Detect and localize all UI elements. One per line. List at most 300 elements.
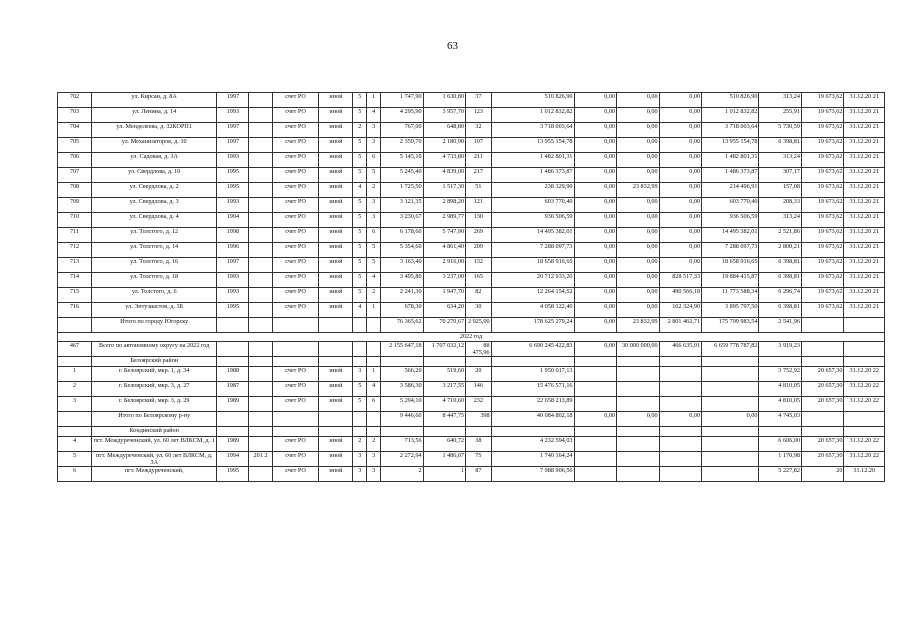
table-cell: 19 673,62	[801, 288, 844, 303]
table-cell: 3	[353, 452, 367, 467]
table-cell: 20 657,30	[801, 397, 844, 412]
address-cell: ул. Толстого, д. 12	[92, 228, 217, 243]
table-cell: 6	[367, 153, 381, 168]
table-cell: 2	[367, 437, 381, 452]
table-cell	[272, 318, 319, 333]
table-cell	[249, 138, 272, 153]
table-cell	[367, 318, 381, 333]
okrug-total-value: 0,00	[574, 342, 617, 357]
table-cell: 1	[367, 367, 381, 382]
table-cell	[801, 427, 844, 437]
table-cell	[367, 342, 381, 357]
table-cell: 1 740 164,24	[491, 452, 574, 467]
table-cell: 2	[353, 123, 367, 138]
table-cell	[58, 412, 92, 427]
table-cell: 6 178,60	[381, 228, 424, 243]
table-cell: 828 517,33	[659, 273, 702, 288]
table-body	[58, 93, 885, 482]
table-cell: 123	[466, 108, 492, 123]
table-cell	[617, 467, 660, 482]
table-cell	[353, 412, 367, 427]
table-cell: иной	[319, 108, 353, 123]
table-cell: 3 586,30	[381, 382, 424, 397]
district-header-row	[58, 427, 885, 437]
table-cell: 1 012 832,82	[702, 108, 759, 123]
subtotal-value: 40 084 802,18	[491, 412, 574, 427]
table-cell: 0,00	[659, 108, 702, 123]
table-cell	[249, 342, 272, 357]
table-cell	[249, 123, 272, 138]
table-cell: 5	[353, 228, 367, 243]
table-cell	[353, 427, 367, 437]
table-cell: 0,00	[574, 183, 617, 198]
table-cell: 18 658 916,65	[702, 258, 759, 273]
table-cell	[249, 168, 272, 183]
table-cell: 19 673,62	[801, 303, 844, 318]
table-cell: 20 657,30	[801, 367, 844, 382]
table-cell: 3 163,40	[381, 258, 424, 273]
table-cell: 18 658 916,65	[491, 258, 574, 273]
table-cell: 146	[466, 382, 492, 397]
table-cell	[659, 382, 702, 397]
table-cell: 6	[367, 228, 381, 243]
okrug-total-value	[844, 342, 885, 357]
table-row	[58, 168, 885, 183]
table-row	[58, 382, 885, 397]
table-cell: 566,20	[381, 367, 424, 382]
table-cell: 510 826,90	[491, 93, 574, 108]
address-cell: ул. Механизаторов, д. 10	[92, 138, 217, 153]
table-cell	[319, 342, 353, 357]
table-cell	[319, 318, 353, 333]
address-cell: ул. Ленина, д. 14	[92, 108, 217, 123]
table-cell: 3 718 003,64	[491, 123, 574, 138]
table-cell: 3	[353, 367, 367, 382]
subtotal-value: 70 270,67	[423, 318, 466, 333]
subtotal-value: 4 745,03	[759, 412, 802, 427]
table-cell	[574, 467, 617, 482]
address-cell: ул. Толстого, д. 6	[92, 288, 217, 303]
table-cell: 3	[58, 397, 92, 412]
subtotal-value: 178 625 279,24	[491, 318, 574, 333]
table-cell: 1993	[217, 153, 249, 168]
subtotal-row	[58, 412, 885, 427]
table-cell: 716	[58, 303, 92, 318]
subtotal-value: 0,00	[574, 318, 617, 333]
table-cell: 4 861,40	[423, 243, 466, 258]
okrug-total-value: 88 475,96	[466, 342, 492, 357]
table-cell: 0,00	[574, 168, 617, 183]
table-cell: 0,00	[659, 168, 702, 183]
table-cell: счет РО	[272, 153, 319, 168]
table-cell	[659, 397, 702, 412]
table-cell: 5 747,90	[423, 228, 466, 243]
table-cell: 5	[353, 382, 367, 397]
table-cell: 19 673,62	[801, 183, 844, 198]
table-cell: 3	[367, 123, 381, 138]
table-cell: 1997	[217, 93, 249, 108]
table-cell: 23 832,99	[617, 183, 660, 198]
table-cell: 1	[367, 303, 381, 318]
table-cell	[574, 437, 617, 452]
address-cell: ул. Энтузиастов, д. 3Б	[92, 303, 217, 318]
table-cell: 19 673,62	[801, 138, 844, 153]
table-cell: 31.12.20 22	[844, 452, 885, 467]
table-cell: 19 673,62	[801, 228, 844, 243]
table-cell: 1 170,98	[759, 452, 802, 467]
table-cell: 1 747,90	[381, 93, 424, 108]
table-cell: 157,08	[759, 183, 802, 198]
table-cell: 132	[466, 258, 492, 273]
table-row	[58, 397, 885, 412]
address-cell: ул. Толстого, д. 16	[92, 258, 217, 273]
table-cell: 5	[353, 288, 367, 303]
address-cell: г. Белоярский, мкр. 3, д. 27	[92, 382, 217, 397]
table-cell: 1994	[217, 452, 249, 467]
table-cell	[574, 397, 617, 412]
table-cell	[574, 367, 617, 382]
address-cell: ул. Кирсан, д. 8А	[92, 93, 217, 108]
housing-table	[57, 92, 885, 482]
table-cell: 2	[58, 382, 92, 397]
table-cell: 1998	[217, 228, 249, 243]
table-cell	[58, 357, 92, 367]
table-cell	[217, 357, 249, 367]
table-cell: 6 606,00	[759, 437, 802, 452]
table-cell: счет РО	[272, 138, 319, 153]
table-cell	[272, 412, 319, 427]
table-cell: 0,00	[617, 258, 660, 273]
table-cell: 1995	[217, 467, 249, 482]
table-cell	[759, 427, 802, 437]
table-cell: 31.12.20 22	[844, 397, 885, 412]
district-label: Кондинский район	[92, 427, 217, 437]
okrug-total-value: 3 919,23	[759, 342, 802, 357]
table-cell: 2	[367, 288, 381, 303]
table-cell: 6 398,81	[759, 273, 802, 288]
address-cell: ул. Свердлова, д. 2	[92, 183, 217, 198]
address-cell: ул. Толстого, д. 14	[92, 243, 217, 258]
table-cell: 19 673,62	[801, 153, 844, 168]
subtotal-value	[844, 412, 885, 427]
table-cell	[367, 427, 381, 437]
table-cell: 5 294,10	[381, 397, 424, 412]
table-cell: 238 329,90	[491, 183, 574, 198]
table-cell: 31.12.20 21	[844, 258, 885, 273]
table-cell: 4 710,60	[423, 397, 466, 412]
table-cell: 3	[367, 467, 381, 482]
table-cell	[617, 357, 660, 367]
table-cell: 4	[367, 108, 381, 123]
table-cell: 0,00	[617, 168, 660, 183]
table-cell: 31.12.20 21	[844, 303, 885, 318]
table-cell: 1 012 832,82	[491, 108, 574, 123]
table-cell: 5	[353, 258, 367, 273]
table-cell: 3 718 003,64	[702, 123, 759, 138]
table-cell: 82	[466, 288, 492, 303]
table-cell: 31.12.20 21	[844, 228, 885, 243]
table-cell: 1995	[217, 183, 249, 198]
table-cell: 648,80	[423, 123, 466, 138]
table-cell: 31.12.20 21	[844, 93, 885, 108]
table-cell	[272, 342, 319, 357]
subtotal-row	[58, 318, 885, 333]
table-cell: 31.12.20 21	[844, 123, 885, 138]
table-cell: 313,24	[759, 93, 802, 108]
table-row	[58, 303, 885, 318]
table-cell: 3	[367, 213, 381, 228]
table-cell: 0,00	[617, 243, 660, 258]
table-cell: 707	[58, 168, 92, 183]
table-cell: 214 496,91	[702, 183, 759, 198]
table-cell	[249, 273, 272, 288]
table-cell: счет РО	[272, 288, 319, 303]
table-row	[58, 452, 885, 467]
table-cell	[367, 357, 381, 367]
table-cell: 510 826,90	[702, 93, 759, 108]
table-cell: 19 673,62	[801, 93, 844, 108]
table-cell: 3 217,55	[423, 382, 466, 397]
table-cell: иной	[319, 467, 353, 482]
table-cell: 1994	[217, 213, 249, 228]
table-cell	[659, 367, 702, 382]
table-cell: 3 895 797,50	[702, 303, 759, 318]
table-cell: 2 359,70	[381, 138, 424, 153]
table-cell: 5	[353, 138, 367, 153]
address-cell: ул. Свердлова, д. 10	[92, 168, 217, 183]
table-cell: 2 272,94	[381, 452, 424, 467]
table-cell: 0,00	[617, 93, 660, 108]
table-cell: 5	[367, 243, 381, 258]
table-cell	[319, 357, 353, 367]
table-cell	[617, 367, 660, 382]
table-cell: счет РО	[272, 273, 319, 288]
table-cell: 4	[367, 273, 381, 288]
table-cell: 936 506,59	[702, 213, 759, 228]
table-cell: 1995	[217, 303, 249, 318]
table-cell: 634,20	[423, 303, 466, 318]
table-cell: 13 955 154,78	[491, 138, 574, 153]
okrug-total-value: 6 690 245 422,83	[491, 342, 574, 357]
table-row	[58, 183, 885, 198]
table-cell: 3	[367, 452, 381, 467]
table-cell: 712	[58, 243, 92, 258]
table-cell: 1987	[217, 382, 249, 397]
table-cell: 0,00	[617, 138, 660, 153]
table-cell: 20	[466, 367, 492, 382]
table-cell: 1993	[217, 198, 249, 213]
table-cell: 603 770,40	[491, 198, 574, 213]
table-cell: 702	[58, 93, 92, 108]
table-cell: 0,00	[574, 228, 617, 243]
table-cell: 1995	[217, 168, 249, 183]
table-cell: 75	[466, 452, 492, 467]
table-cell: 1 486,07	[423, 452, 466, 467]
table-cell: 13 955 154,78	[702, 138, 759, 153]
subtotal-value: 76 365,62	[381, 318, 424, 333]
table-cell: 4 232 594,03	[491, 437, 574, 452]
table-cell: 704	[58, 123, 92, 138]
address-cell: ул. Менделеева, д. 32КОРП1	[92, 123, 217, 138]
table-cell: иной	[319, 168, 353, 183]
table-cell: 0,00	[574, 243, 617, 258]
table-cell: 1 482 801,31	[491, 153, 574, 168]
table-cell	[574, 452, 617, 467]
table-cell: 0,00	[574, 123, 617, 138]
table-cell	[617, 437, 660, 452]
table-cell: 713,56	[381, 437, 424, 452]
table-cell	[702, 382, 759, 397]
table-row	[58, 198, 885, 213]
table-cell: 2 521,86	[759, 228, 802, 243]
table-cell: иной	[319, 258, 353, 273]
table-cell: 0,00	[617, 288, 660, 303]
table-cell	[659, 467, 702, 482]
table-cell: 4 733,80	[423, 153, 466, 168]
table-cell	[659, 357, 702, 367]
table-cell: 31.12.20 21	[844, 243, 885, 258]
table-cell: счет РО	[272, 168, 319, 183]
table-cell: 31.12.20 21	[844, 183, 885, 198]
table-cell: 5	[367, 168, 381, 183]
table-cell: счет РО	[272, 303, 319, 318]
subtotal-value: 2 925,00	[466, 318, 492, 333]
table-cell: 1989	[217, 437, 249, 452]
table-cell: 2 241,30	[381, 288, 424, 303]
table-cell: 14 495 382,01	[702, 228, 759, 243]
table-cell: 51	[466, 183, 492, 198]
table-cell: 31.12.20 21	[844, 288, 885, 303]
table-cell: 6 398,81	[759, 303, 802, 318]
table-cell: иной	[319, 198, 353, 213]
table-row	[58, 467, 885, 482]
table-cell: 11 773 588,34	[702, 288, 759, 303]
table-cell: счет РО	[272, 108, 319, 123]
table-cell: 5 245,40	[381, 168, 424, 183]
table-cell: 7 288 097,73	[702, 243, 759, 258]
table-cell: 0,00	[659, 138, 702, 153]
table-cell: счет РО	[272, 243, 319, 258]
table-cell: 5 354,60	[381, 243, 424, 258]
table-cell: 31.12.20 22	[844, 367, 885, 382]
table-cell: 313,24	[759, 213, 802, 228]
table-cell: 703	[58, 108, 92, 123]
table-cell	[249, 467, 272, 482]
table-cell	[702, 427, 759, 437]
table-cell	[249, 258, 272, 273]
table-cell: 5	[353, 213, 367, 228]
table-cell: 5	[353, 198, 367, 213]
table-cell: 2	[353, 437, 367, 452]
table-cell: 0,00	[617, 198, 660, 213]
table-cell: 32	[466, 123, 492, 138]
table-cell: 710	[58, 213, 92, 228]
table-cell: 603 770,40	[702, 198, 759, 213]
table-cell: 15 476 571,16	[491, 382, 574, 397]
address-cell: ул. Свердлова, д. 3	[92, 198, 217, 213]
table-cell: 30	[466, 303, 492, 318]
table-cell: 0,00	[574, 108, 617, 123]
table-cell: 713	[58, 258, 92, 273]
table-cell: 1993	[217, 273, 249, 288]
table-cell: 0,00	[617, 123, 660, 138]
table-cell: 1	[58, 367, 92, 382]
table-cell	[249, 288, 272, 303]
table-cell: 201 2	[249, 452, 272, 467]
table-row	[58, 93, 885, 108]
table-cell: 678,30	[381, 303, 424, 318]
table-cell: иной	[319, 213, 353, 228]
table-cell: 1 950 017,13	[491, 367, 574, 382]
subtotal-value: 0,00	[659, 412, 702, 427]
table-cell: 0,00	[574, 258, 617, 273]
table-cell: 2	[367, 183, 381, 198]
table-cell: 1 947,70	[423, 288, 466, 303]
table-cell	[844, 427, 885, 437]
table-cell: 2 800,21	[759, 243, 802, 258]
table-cell: 20 657,30	[801, 437, 844, 452]
okrug-total-label: Всего по автономному округу на 2022 год	[92, 342, 217, 357]
table-cell	[249, 412, 272, 427]
address-cell: ул. Свердлова, д. 4	[92, 213, 217, 228]
subtotal-value: 0,00	[617, 412, 660, 427]
table-cell: 5	[353, 108, 367, 123]
table-cell: 19 673,62	[801, 258, 844, 273]
table-cell	[466, 357, 492, 367]
table-cell: 1 630,80	[423, 93, 466, 108]
table-cell: 6	[367, 397, 381, 412]
table-cell: 714	[58, 273, 92, 288]
table-cell: 12 264 154,52	[491, 288, 574, 303]
table-cell: иной	[319, 367, 353, 382]
table-cell: 6	[58, 467, 92, 482]
table-cell: 121	[466, 198, 492, 213]
table-cell	[217, 318, 249, 333]
table-cell	[659, 452, 702, 467]
table-cell	[423, 427, 466, 437]
table-cell: 705	[58, 138, 92, 153]
table-cell: 255,91	[759, 108, 802, 123]
table-cell: 20	[801, 467, 844, 482]
table-cell: иной	[319, 93, 353, 108]
table-cell	[617, 427, 660, 437]
table-cell: 3 495,80	[381, 273, 424, 288]
table-cell: 130	[466, 213, 492, 228]
table-cell: 217	[466, 168, 492, 183]
table-cell: 14 495 382,01	[491, 228, 574, 243]
table-cell: 1 486 373,87	[491, 168, 574, 183]
address-cell: г. Белоярский, мкр. 1, д. 34	[92, 367, 217, 382]
table-cell	[702, 467, 759, 482]
table-cell	[801, 357, 844, 367]
table-cell: иной	[319, 123, 353, 138]
table-cell: 208,33	[759, 198, 802, 213]
table-cell: 0,00	[659, 213, 702, 228]
table-cell: счет РО	[272, 213, 319, 228]
table-cell: 5 145,10	[381, 153, 424, 168]
table-cell: 1997	[217, 123, 249, 138]
table-cell: 19 673,62	[801, 243, 844, 258]
table-cell	[249, 427, 272, 437]
table-cell: иной	[319, 397, 353, 412]
table-cell: 3 230,67	[381, 213, 424, 228]
table-cell: 467	[58, 342, 92, 357]
table-cell	[249, 303, 272, 318]
okrug-total-value: 1 707 032,12	[423, 342, 466, 357]
table-cell	[659, 437, 702, 452]
table-cell: 936 506,59	[491, 213, 574, 228]
okrug-total-value: 2 155 647,18	[381, 342, 424, 357]
